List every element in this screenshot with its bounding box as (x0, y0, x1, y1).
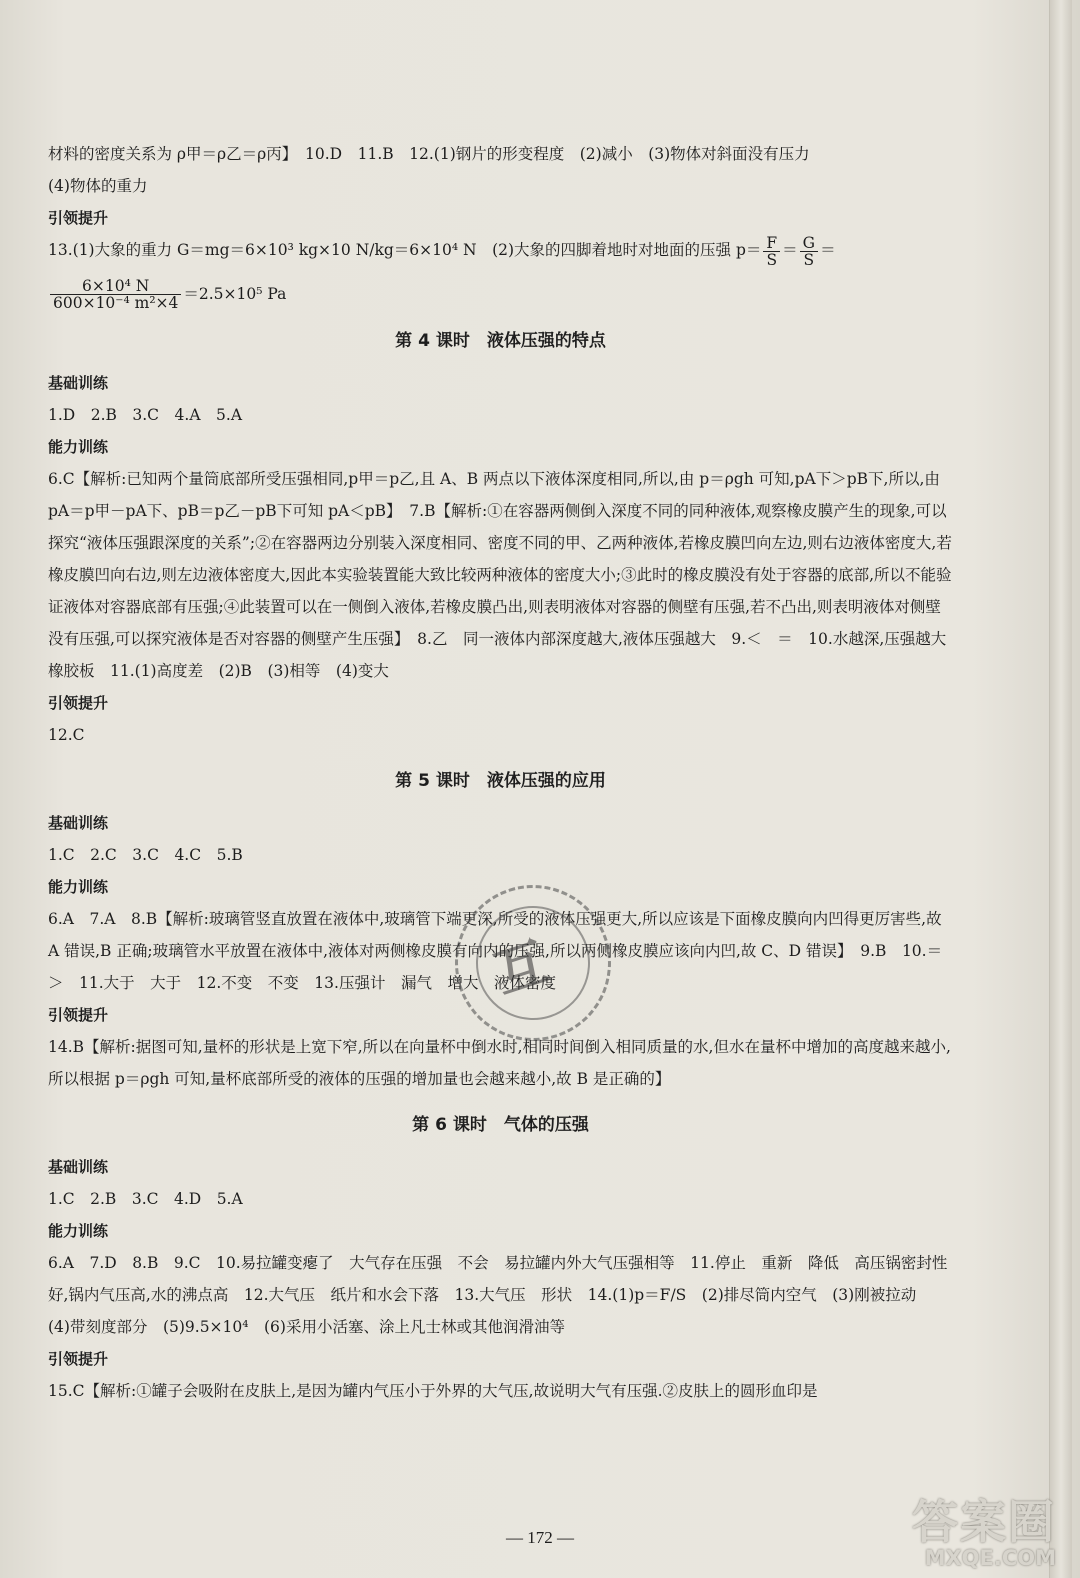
answer-line: 1.D 2.B 3.C 4.A 5.A (48, 406, 243, 424)
section-heading: 引领提升 (48, 694, 109, 712)
watermark-logo-text: 答案圈 (912, 1495, 1056, 1549)
answer-paragraph: 6.A 7.D 8.B 9.C 10.易拉罐变瘪了 大气存在压强 不会 易拉罐内外大气压强相等 11.停止 重新 降低 高压锅密封性好,锅内气压高,水的沸点高 12.大气压 纸片和水会下落 13.大气压 形状 14.(1)p＝F/S (2)排尽筒内空气 (3)刚被拉动 (4)带刻度部分 (5)9.5×10⁴ (6)采用小活塞、涂上凡士林或其他润滑油等 (48, 1254, 948, 1336)
page-number: — 172 — (506, 1528, 574, 1547)
answer-line: 12.C (48, 726, 85, 744)
answer-paragraph: 6.A 7.A 8.B【解析:玻璃管竖直放置在液体中,玻璃管下端更深,所受的液体压强更大,所以应该是下面橡皮膜向内凹得更厉害些,故 A 错误,B 正确;玻璃管水平放置在液体中,液体对两侧橡皮膜有向内的压强,所以两侧橡皮膜应该向内凹,故 C、D 错误】 9.B 10.＝ ＞ 11.大于 大于 12.不变 不变 13.压强计 漏气 增大 液体密度 (48, 910, 958, 992)
answer-line: 1.C 2.C 3.C 4.C 5.B (48, 846, 243, 864)
fraction-denominator: 600×10⁻⁴ m²×4 (53, 294, 179, 312)
section-heading: 引领提升 (48, 1350, 109, 1368)
section-heading: 能力训练 (48, 1222, 109, 1240)
section-heading: 引领提升 (48, 1006, 109, 1024)
section-heading: 引领提升 (48, 209, 109, 227)
answer-line-13: 13.(1)大象的重力 G＝mg＝6×10³ kg×10 N/kg＝6×10⁴ N (2)大象的四脚着地时对地面的压强 p＝ $\frac{F}{S}$ ＝ $\frac{G}{S}$ ＝ (48, 233, 836, 269)
answer-text: ＝2.5×10⁵ Pa (183, 284, 287, 303)
lesson-title-4: 第 4 课时 液体压强的特点 (395, 331, 606, 351)
answer-content (48, 138, 962, 1407)
site-watermark-logo (912, 1495, 1056, 1570)
fraction (763, 235, 780, 268)
answer-line: 1.C 2.B 3.C 4.D 5.A (48, 1190, 243, 1208)
fraction (50, 278, 181, 311)
answer-line: 材料的密度关系为 ρ甲＝ρ乙＝ρ丙】 10.D 11.B 12.(1)钢片的形变程度 (2)减小 (3)物体对斜面没有压力 (48, 145, 810, 163)
section-heading: 能力训练 (48, 878, 109, 896)
stamp-glyph: 互 (487, 932, 556, 1006)
fraction-denominator: S (803, 250, 815, 269)
lesson-title-5: 第 5 课时 液体压强的应用 (395, 771, 606, 791)
answer-paragraph: 6.C【解析:已知两个量筒底部所受压强相同,p甲＝p乙,且 A、B 两点以下液体深度相同,所以,由 p＝ρgh 可知,pA下＞pB下,所以,由 pA＝p甲－pA下、pB＝p乙－pB下可知 pA＜pB】 7.B【解析:①在容器两侧倒入深度不同的同种液体,观察橡皮膜产生的现象,可以探究“液体压强跟深度的关系”;②在容器两边分别装入深度相同、密度不同的甲、乙两种液体,若橡皮膜凹向左边,则右边液体密度大,若橡皮膜凹向右边,则左边液体密度大,因此本实验装置能大致比较两种液体的密度大小;③此时的橡皮膜没有处于容器的底部,所以不能验证液体对容器底部有压强;④此装置可以在一侧倒入液体,若橡皮膜凸出,则表明液体对容器的侧壁有压强,若不凸出,则表明液体对侧壁没有压强,可以探究液体是否对容器的侧壁产生压强】 8.乙 同一液体内部深度越大,液体压强越大 9.＜ ＝ 10.水越深,压强越大 橡胶板 11.(1)高度差 (2)B (3)相等 (4)变大 (48, 470, 962, 680)
page-binding-edge (1049, 0, 1072, 1578)
fraction-numerator: 6×10⁴ N (50, 278, 181, 295)
watermark-url: MXQE.COM (924, 1546, 1056, 1570)
section-heading: 基础训练 (48, 1158, 109, 1176)
answer-text: 13.(1)大象的重力 G＝mg＝6×10³ kg×10 N/kg＝6×10⁴ N (2)大象的四脚着地时对地面的压强 p＝ (48, 241, 762, 259)
answer-paragraph: 14.B【解析:据图可知,量杯的形状是上宽下窄,所以在向量杯中倒水时,相同时间倒入相同质量的水,但水在量杯中增加的高度越来越小,所以根据 p＝ρgh 可知,量杯底部所受的液体的压强的增加量也会越来越小,故 B 是正确的】 (48, 1038, 951, 1088)
answer-line-13-result (48, 278, 953, 312)
section-heading: 基础训练 (48, 814, 109, 832)
fraction (800, 235, 818, 268)
answer-line: (4)物体的重力 (48, 177, 148, 195)
fraction-numerator: F (763, 235, 780, 252)
answer-line: 15.C【解析:①罐子会吸附在皮肤上,是因为罐内气压小于外界的大气压,故说明大气有压强.②皮肤上的圆形血印是 (48, 1382, 818, 1400)
lesson-title-6: 第 6 课时 气体的压强 (412, 1115, 589, 1135)
fraction-numerator: G (800, 235, 818, 252)
section-heading: 能力训练 (48, 438, 109, 456)
fraction-denominator: S (766, 250, 778, 269)
section-heading: 基础训练 (48, 374, 109, 392)
